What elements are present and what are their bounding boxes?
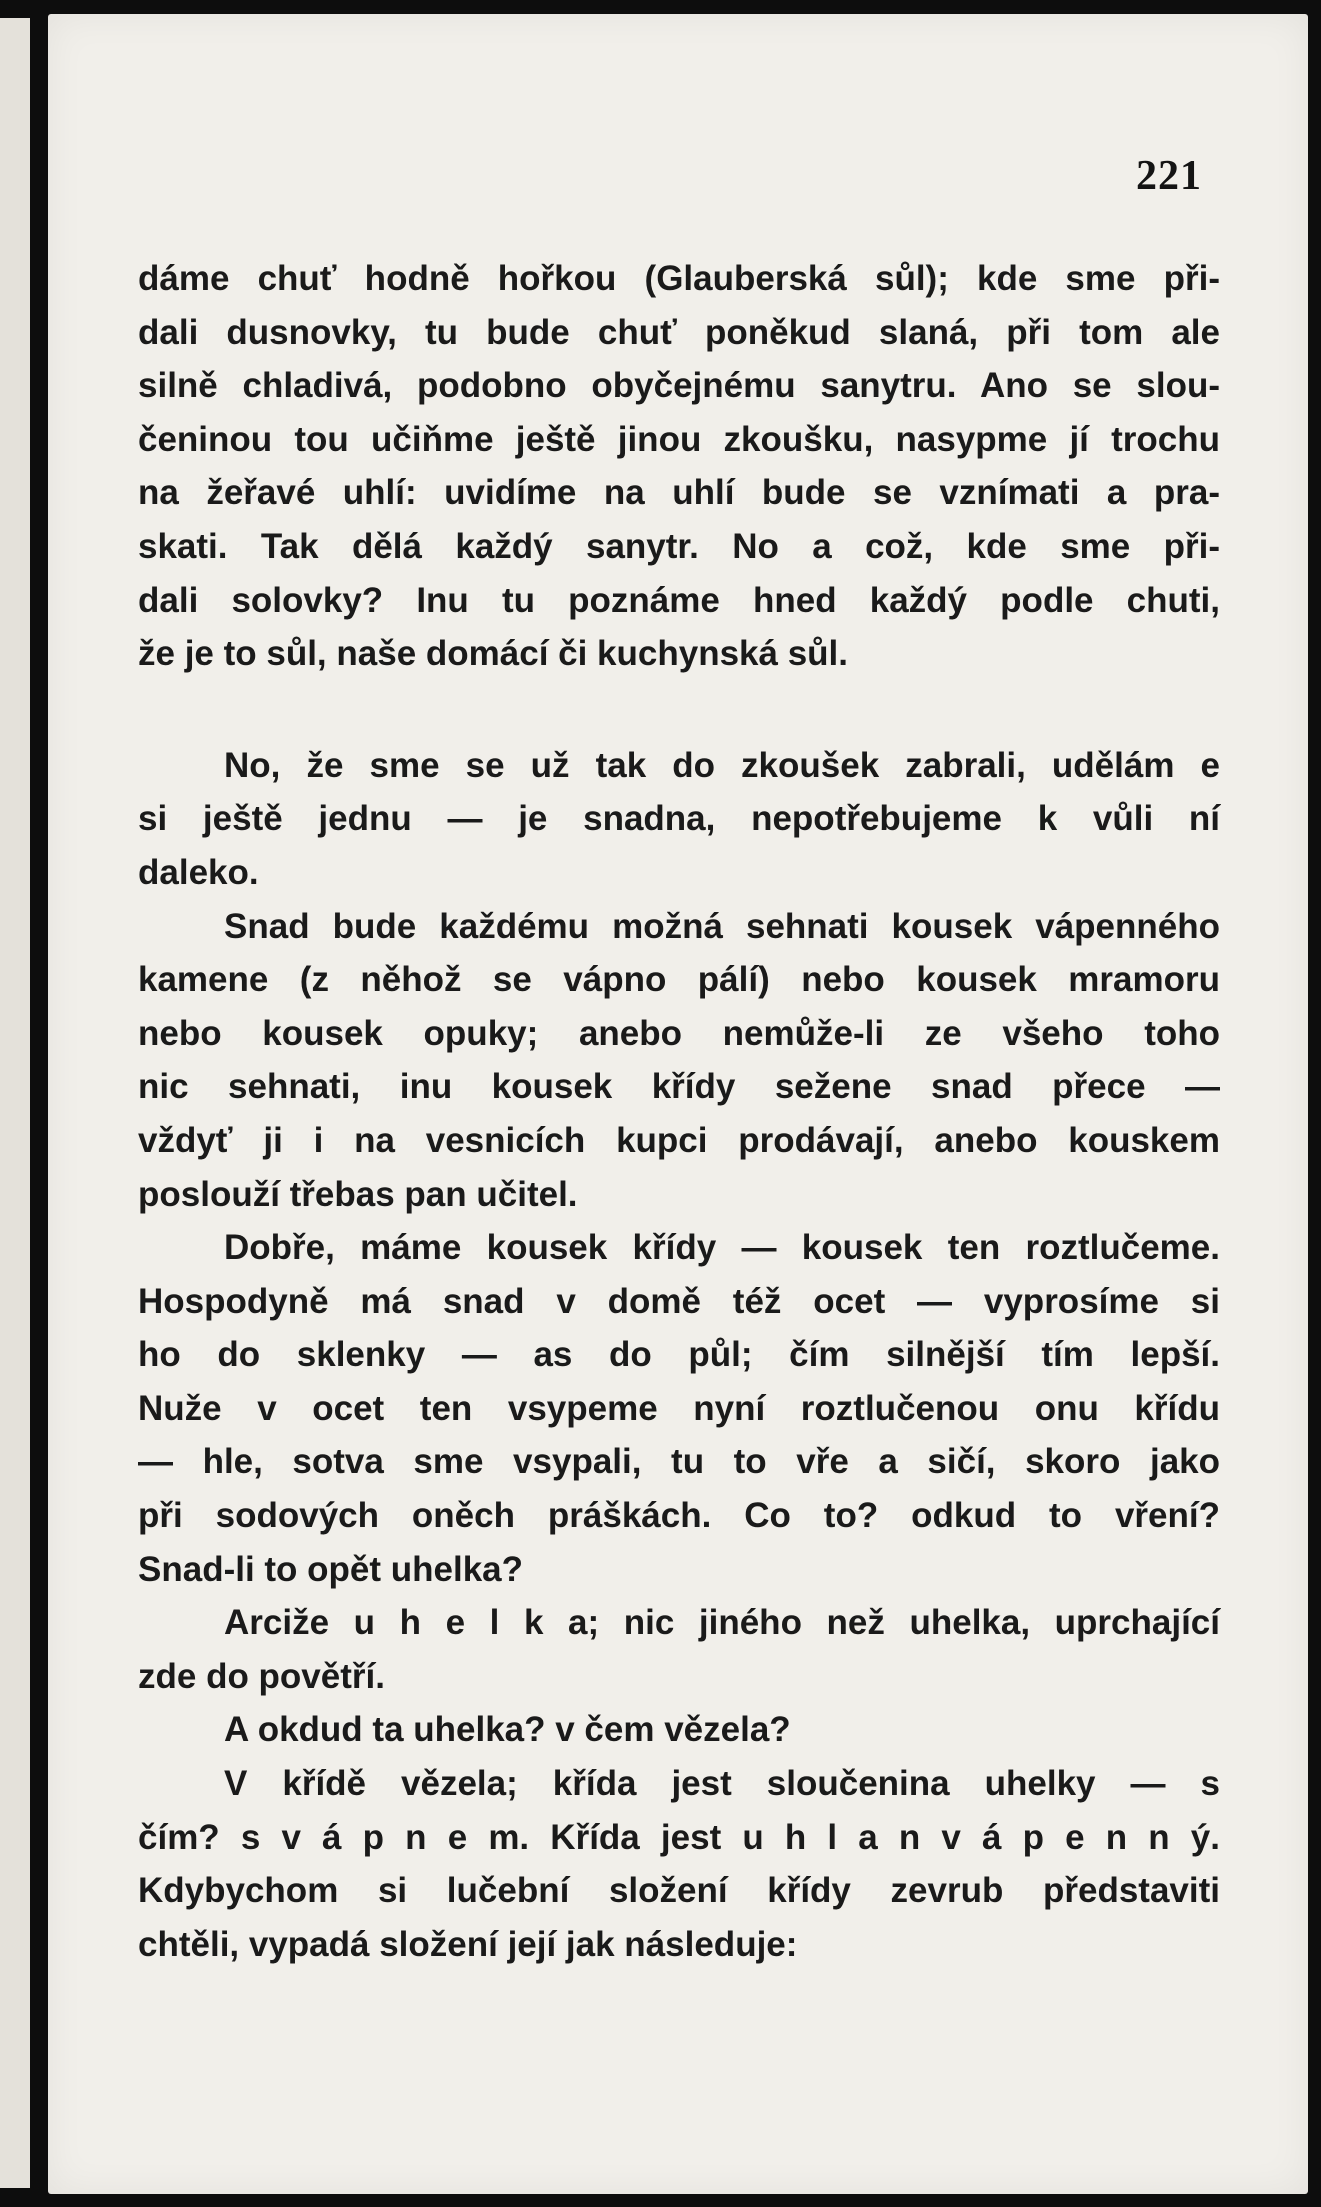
text-line: si ještě jednu — je snadna, nepotřebujeme k vůli ní [138,799,1220,839]
text-line: No, že sme se už tak do zkoušek zabrali, udělám e [224,745,1220,785]
text-line: silně chladivá, podobno obyčejnému sanytru. Ano se slou- [138,366,1220,406]
text-line: poslouží třebas pan učitel. [138,1174,578,1214]
text-line: při sodových oněch práškách. Co to? odkud to vření? [138,1496,1220,1536]
text-line: na žeřavé uhlí: uvidíme na uhlí bude se vznímati a pra- [138,473,1220,513]
text-line: dali solovky? Inu tu poznáme hned každý podle chuti, [138,580,1220,620]
text-line: Snad-li to opět uhelka? [138,1549,524,1589]
text-line: čím? s v á p n e m. Křída jest u h l a n v á p e n n ý. [138,1817,1220,1857]
page-number: 221 [1136,153,1202,199]
text-line: kamene (z něhož se vápno pálí) nebo kousek mramoru [138,960,1220,1000]
text-line: vždyť ji i na vesnicích kupci prodávají, anebo kouskem [138,1120,1220,1160]
text-line: Kdybychom si lučební složení křídy zevrub představiti [138,1871,1220,1911]
text-line: ho do sklenky — as do půl; čím silnější tím lepší. [138,1335,1220,1375]
previous-page-edge [0,18,30,2188]
text-line: Arciže u h e l k a; nic jiného než uhelka, uprchající [224,1603,1220,1643]
text-line: čeninou tou učiňme ještě jinou zkoušku, nasypme jí trochu [138,419,1220,459]
text-line: Snad bude každému možná sehnati kousek vápenného [224,906,1220,946]
text-line: dali dusnovky, tu bude chuť poněkud slaná, při tom ale [138,312,1220,352]
text-line: Dobře, máme kousek křídy — kousek ten roztlučeme. [224,1228,1220,1268]
text-line: daleko. [138,852,259,892]
text-line: že je to sůl, naše domácí či kuchynská sůl. [138,634,848,674]
text-line: — hle, sotva sme vsypali, tu to vře a sičí, skoro jako [138,1442,1220,1482]
text-line: skati. Tak dělá každý sanytr. No a což, kde sme při- [138,526,1220,566]
body-text [138,252,1220,1971]
text-line: V křídě vězela; křída jest sloučenina uhelky — s [224,1764,1220,1804]
text-line: A okdud ta uhelka? v čem vězela? [224,1710,791,1750]
text-line: zde do povětří. [138,1656,385,1696]
book-page [48,14,1308,2194]
text-line: chtěli, vypadá složení její jak následuje: [138,1924,798,1964]
paragraph-gap [138,681,1220,739]
text-line: nic sehnati, inu kousek křídy sežene snad přece — [138,1067,1220,1107]
text-line: Hospodyně má snad v domě též ocet — vyprosíme si [138,1281,1220,1321]
text-line: nebo kousek opuky; anebo nemůže-li ze všeho toho [138,1013,1220,1053]
text-line: Nuže v ocet ten vsypeme nyní roztlučenou onu křídu [138,1388,1220,1428]
text-line: dáme chuť hodně hořkou (Glauberská sůl); kde sme při- [138,259,1220,298]
